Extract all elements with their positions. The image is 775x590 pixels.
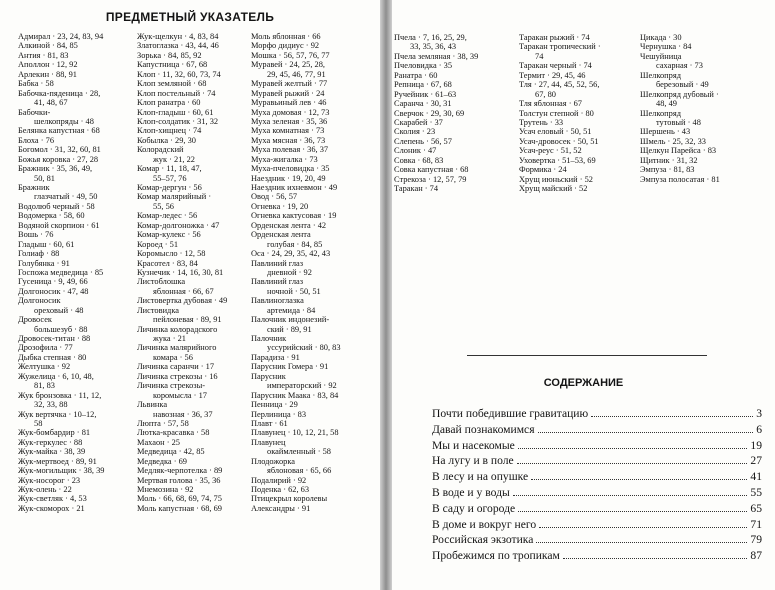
index-entry: Жук-светляк · 4, 53: [18, 494, 87, 504]
index-entry: Комар малярийный ·: [137, 192, 212, 202]
index-entry: Жук-скоморох · 21: [18, 503, 85, 513]
index-entry: Зорька · 84, 85, 92: [137, 50, 202, 60]
index-entry: Жук-олень · 22: [18, 485, 72, 494]
toc-page-number: 79: [750, 533, 762, 547]
index-entry: Божья коровка · 27, 28: [18, 154, 99, 164]
toc-row: [432, 485, 762, 501]
index-entry: Хрущ июньский · 52: [519, 174, 593, 184]
toc-page-number: 65: [750, 501, 762, 515]
index-entry: Палочник: [251, 334, 287, 343]
toc-page-number: 3: [756, 407, 762, 420]
index-entry: березовый · 49: [656, 80, 709, 90]
index-entry: Короед · 51: [137, 239, 179, 249]
index-entry: Ручейник · 61–63: [394, 89, 457, 99]
index-entry: Эмпуза полосатая · 81: [640, 174, 720, 184]
toc-leader-dots: [531, 479, 747, 480]
index-entry: ночной · 50, 51: [267, 286, 321, 296]
index-entry: Щелкун Парейса · 83: [640, 146, 717, 156]
index-entry: Кузнечик · 14, 16, 30, 81: [137, 267, 224, 277]
index-entry: Шелкопряд: [640, 108, 681, 118]
index-entry: Богомол · 31, 32, 60, 81: [18, 145, 101, 155]
index-entry: Львинка: [137, 400, 168, 410]
index-entry: 50, 81: [34, 173, 55, 183]
toc-chapter-title: На лугу и в поле: [432, 454, 514, 468]
index-entry: Усач-реус · 51, 52: [519, 146, 582, 156]
index-entry: Клоп постельный · 74: [137, 88, 216, 98]
index-entry: ский · 89, 91: [267, 324, 312, 334]
index-entry: ореховый · 48: [34, 305, 84, 315]
index-entry: Личинка колорадского: [137, 324, 218, 334]
index-entry: Дыбка степная · 80: [18, 352, 87, 362]
index-entry: жука · 21: [153, 334, 186, 343]
index-entry: Таракан тропический ·: [519, 42, 601, 52]
index-entry: Клоп земляной · 68: [137, 79, 207, 89]
index-entry: Стрекоза · 12, 57, 79: [394, 174, 467, 184]
index-entry: Бражник: [18, 183, 50, 192]
index-entry: Совка капустная · 68: [394, 165, 469, 175]
toc-row: [432, 517, 762, 533]
toc-page-number: 87: [750, 549, 762, 563]
index-entry: Клоп-солдатик · 31, 32: [137, 116, 219, 126]
index-entry: Наездник · 19, 20, 49: [251, 173, 326, 183]
index-entry: дневной · 92: [267, 267, 312, 277]
index-entry: Личинка малярийного: [137, 343, 217, 353]
index-entry: Жук-щелкун · 4, 83, 84: [137, 32, 219, 41]
index-entry: Алкиной · 84, 85: [18, 41, 78, 51]
index-entry: Муха-пчеловидка · 35: [251, 164, 330, 174]
index-entry: Мнемозина · 92: [137, 485, 194, 494]
index-entry: Медведица · 42, 85: [137, 447, 205, 457]
index-entry: Жук-бомбардир · 81: [18, 428, 91, 438]
index-entry: Моль · 66, 68, 69, 74, 75: [137, 494, 222, 504]
toc-chapter-title: В лесу и на опушке: [432, 470, 529, 484]
index-entry: Муха зеленая · 35, 36: [251, 116, 328, 126]
index-entry: навозная · 36, 37: [153, 409, 213, 419]
index-entry: Водяной скорпион · 61: [18, 220, 100, 230]
right-page: [392, 0, 775, 590]
index-entry: Коромысло · 12, 58: [137, 249, 206, 259]
index-entry: Кобылка · 29, 30: [137, 135, 196, 145]
index-entry: Подалирий · 92: [251, 475, 307, 485]
index-entry: Листовидка: [137, 305, 179, 315]
index-entry: Арлекин · 88, 91: [18, 69, 77, 79]
index-entry: голубая · 84, 85: [267, 239, 323, 249]
index-entry: 58: [34, 418, 43, 428]
toc-chapter-title: Почти победившие гравитацию: [432, 407, 589, 420]
toc-page-number: 19: [750, 438, 762, 452]
toc-row: [432, 453, 762, 469]
index-entry: Поденка · 62, 63: [251, 485, 310, 494]
index-entry: Сверчок · 29, 30, 69: [394, 108, 465, 118]
index-entry: Плавунец · 10, 12, 21, 58: [251, 428, 339, 438]
index-entry: коромысла · 17: [153, 390, 207, 400]
toc-chapter-title: Давай познакомимся: [432, 422, 535, 436]
index-entry: Шелкопряд: [640, 70, 681, 80]
index-entry: Госпожа медведица · 85: [18, 267, 104, 277]
index-entry: Жук-майка · 38, 39: [18, 447, 86, 457]
index-entry: 74: [535, 51, 544, 61]
index-entry: яблонная · 66, 67: [153, 286, 214, 296]
index-entry: Пчеловидка · 35: [394, 61, 453, 71]
index-entry: Комар-долгоножка · 47: [137, 220, 220, 230]
index-entry: Трутень · 33: [519, 117, 564, 127]
toc-leader-dots: [518, 448, 748, 449]
index-entry: Моль капустная · 68, 69: [137, 503, 222, 513]
section-divider: [467, 355, 707, 356]
index-entry: Толстун степной · 80: [519, 108, 594, 118]
index-entry: Плавт · 61: [251, 418, 288, 428]
index-entry: Листоблошка: [137, 277, 186, 287]
index-entry: Парусник Маака · 83, 84: [251, 390, 339, 400]
index-entry: Павлиний глаз: [251, 277, 304, 287]
toc-row: [432, 548, 762, 564]
index-entry: Медведка · 69: [137, 456, 187, 466]
index-entry: Блоха · 76: [18, 135, 55, 145]
index-entry: пейлоневая · 89, 91: [153, 315, 222, 325]
index-entry: Птицекрыл королевы: [251, 494, 328, 504]
toc-leader-dots: [513, 495, 748, 496]
index-entry: Таракан черный · 74: [519, 61, 592, 71]
index-entry: Жужелица · 6, 10, 48,: [18, 371, 94, 381]
index-entry: Сколия · 23: [394, 127, 436, 137]
book-gutter: [380, 0, 392, 590]
index-entry: большезуб · 88: [34, 324, 88, 334]
index-entry: Златоглазка · 43, 44, 46: [137, 41, 219, 51]
index-entry: Комар-кулекс · 56: [137, 230, 201, 240]
index-entry: окаймленный · 58: [267, 447, 331, 457]
index-entry: Муравьиный лев · 46: [251, 98, 327, 108]
toc-row: [432, 422, 762, 438]
index-entry: Слепень · 56, 57: [394, 136, 452, 146]
index-entry: тутовый · 48: [656, 117, 701, 127]
toc-page-number: 6: [756, 422, 762, 436]
index-entry: Листовертка дубовая · 49: [137, 296, 228, 306]
index-entry: Комар · 11, 18, 47,: [137, 164, 202, 174]
index-entry: Личинка стрекозы-: [137, 381, 206, 391]
contents-title: СОДЕРЖАНИЕ: [543, 377, 624, 389]
index-entry: Моль яблонная · 66: [251, 32, 321, 41]
index-entry: Орденская лента: [251, 230, 311, 240]
index-column-1: [18, 32, 136, 587]
index-entry: Муха комнатная · 73: [251, 126, 325, 136]
index-entry: Люпта · 57, 58: [137, 418, 189, 428]
index-entry: 48, 49: [656, 99, 677, 109]
toc-page-number: 41: [750, 470, 762, 484]
index-entry: 29, 45, 46, 77, 91: [267, 69, 326, 79]
index-entry: Таракан · 74: [394, 184, 439, 193]
index-entry: Жук бронзовка · 11, 12,: [18, 390, 102, 400]
index-entry: Дрозофила · 77: [18, 343, 73, 353]
index-entry: артемида · 84: [267, 305, 316, 315]
index-entry: Щитник · 31, 32: [640, 155, 698, 165]
toc-leader-dots: [539, 527, 747, 528]
index-entry: Жук-мертвоед · 89, 91: [18, 456, 97, 466]
toc-leader-dots: [518, 511, 747, 512]
toc-page-number: 55: [750, 485, 762, 499]
index-entry: Адмирал · 23, 24, 83, 94: [18, 32, 104, 41]
index-entry: Парусник: [251, 371, 286, 381]
index-entry: 33, 35, 36, 43: [410, 42, 457, 52]
index-entry: Формика · 24: [519, 165, 567, 175]
index-entry: 81, 83: [34, 381, 55, 391]
toc-row: [432, 501, 762, 517]
index-entry: Мошка · 56, 57, 76, 77: [251, 50, 330, 60]
index-entry: Клоп-гладыш · 60, 61: [137, 107, 214, 117]
index-entry: Личинка стрекозы · 16: [137, 371, 218, 381]
index-entry: 55–57, 76: [153, 173, 187, 183]
toc-chapter-title: Мы и насекомые: [432, 438, 515, 452]
index-entry: Капустница · 67, 68: [137, 60, 208, 70]
index-entry: Жук вертячка · 10–12,: [18, 409, 97, 419]
index-entry: Муха мясная · 36, 73: [251, 135, 326, 145]
toc-chapter-title: В воде и у воды: [432, 485, 510, 499]
toc-row: [432, 469, 762, 485]
index-entry: Желтушка · 92: [18, 362, 71, 372]
index-entry: жук · 21, 22: [153, 154, 195, 164]
index-entry: Плодожорка: [251, 456, 296, 466]
index-entry: Огневка · 19, 20: [251, 201, 309, 211]
index-entry: Долгоносик: [18, 296, 61, 306]
index-entry: Муравей рыжий · 24: [251, 88, 325, 98]
index-column-2: [137, 32, 249, 587]
index-column-3: [251, 32, 379, 587]
index-entry: Аполлон · 12, 92: [18, 60, 78, 70]
toc-row: [432, 438, 762, 454]
index-entry: сахарная · 73: [656, 61, 703, 71]
index-entry: Палочник индонезий-: [251, 315, 330, 325]
index-entry: Махаон · 25: [137, 437, 180, 447]
index-entry: Таракан рыжий · 74: [519, 33, 590, 42]
index-entry: Пчела земляная · 38, 39: [394, 51, 479, 61]
index-entry: Совка · 68, 83: [394, 155, 444, 165]
toc-page-number: 71: [750, 517, 762, 531]
index-entry: императорский · 92: [267, 381, 337, 391]
index-entry: Шершень · 43: [640, 127, 691, 137]
index-entry: Чешуйница: [640, 51, 682, 61]
index-entry: Павлиний глаз: [251, 258, 304, 268]
index-entry: Дровосек: [18, 315, 52, 325]
index-entry: Дровосек-титан · 88: [18, 334, 91, 343]
index-entry: Медляк-черпотелка · 89: [137, 466, 223, 476]
index-entry: Репница · 67, 68: [394, 80, 452, 90]
index-entry: 41, 48, 67: [34, 98, 68, 108]
index-entry: Бражник · 35, 36, 49,: [18, 164, 93, 174]
index-entry: Мертвая голова · 35, 36: [137, 475, 221, 485]
index-entry: Пчела · 7, 16, 25, 29,: [394, 33, 467, 42]
left-page: [0, 0, 380, 590]
index-entry: Голубянка · 91: [18, 258, 70, 268]
index-entry: Клоп ранатра · 60: [137, 98, 201, 108]
index-entry: Гладыш · 60, 61: [18, 239, 75, 249]
index-entry: Пенница · 29: [251, 400, 298, 410]
index-entry: Усач-дровосек · 50, 51: [519, 136, 599, 146]
toc-page-number: 27: [750, 454, 762, 468]
index-entry: Саранча · 30, 31: [394, 99, 452, 109]
index-entry: Орденская лента · 42: [251, 220, 327, 230]
index-entry: Тля · 27, 44, 45, 52, 56,: [519, 80, 600, 90]
index-entry: Овод · 56, 57: [251, 192, 298, 202]
index-entry: Эмпуза · 81, 83: [640, 165, 695, 175]
index-entry: Бабка · 58: [18, 79, 54, 89]
contents-list: [432, 406, 762, 564]
index-entry: Муха-жигалка · 73: [251, 154, 318, 164]
index-entry: Белянка капустная · 68: [18, 126, 100, 136]
index-title: ПРЕДМЕТНЫЙ УКАЗАТЕЛЬ: [105, 10, 275, 24]
index-entry: уссурийский · 80, 83: [267, 343, 341, 353]
toc-leader-dots: [536, 542, 747, 543]
index-entry: комара · 56: [153, 352, 193, 362]
index-entry: Парадиза · 91: [251, 352, 300, 362]
index-entry: Комар-ледес · 56: [137, 211, 198, 221]
index-entry: Хрущ майский · 52: [519, 184, 588, 193]
index-entry: Скарабей · 37: [394, 117, 443, 127]
index-entry: Шмель · 25, 32, 33: [640, 136, 706, 146]
index-entry: глазчатый · 49, 50: [34, 192, 98, 202]
index-entry: Клоп-хищнец · 74: [137, 126, 202, 136]
toc-chapter-title: Российская экзотика: [432, 533, 534, 547]
index-entry: Клоп · 11, 32, 60, 73, 74: [137, 69, 221, 79]
index-entry: Водолюб черный · 58: [18, 201, 95, 211]
index-entry: Огневка кактусовая · 19: [251, 211, 337, 221]
index-entry: Александры · 91: [251, 503, 311, 513]
index-entry: Термит · 29, 45, 46: [519, 70, 586, 80]
index-entry: Долгоносик · 47, 48: [18, 286, 89, 296]
index-entry: Уховертка · 51–53, 69: [519, 155, 596, 165]
index-entry: Муравей желтый · 77: [251, 79, 328, 89]
index-entry: Наездник ихневмон · 49: [251, 183, 338, 192]
index-entry: Цикада · 30: [640, 33, 682, 42]
toc-row: [432, 406, 762, 422]
toc-chapter-title: В доме и вокруг него: [432, 517, 537, 531]
toc-leader-dots: [517, 463, 748, 464]
index-entry: 67, 80: [535, 89, 556, 99]
index-entry: Голиаф · 88: [18, 249, 60, 259]
index-entry: Гусеница · 9, 49, 66: [18, 277, 88, 287]
index-entry: Морфо дидиус · 92: [251, 41, 320, 51]
index-entry: Жук-могильщик · 38, 39: [18, 466, 105, 476]
index-entry: Муравей · 24, 25, 28,: [251, 60, 326, 70]
index-entry: Личинка саранчи · 17: [137, 362, 215, 372]
index-entry: Водомерка · 58, 60: [18, 211, 85, 221]
index-entry: Тля яблонная · 67: [519, 99, 582, 109]
index-entry: Вошь · 76: [18, 230, 54, 240]
index-entry: Бабочки-: [18, 107, 51, 117]
index-entry: яблоновая · 65, 66: [267, 466, 332, 476]
index-entry: Комар-дергун · 56: [137, 183, 202, 192]
index-entry: Оса · 24, 29, 35, 42, 43: [251, 249, 331, 259]
index-entry: 32, 33, 88: [34, 400, 68, 410]
index-entry: Ранатра · 60: [394, 70, 438, 80]
index-entry: Муха полевая · 36, 37: [251, 145, 329, 155]
toc-leader-dots: [563, 558, 748, 559]
toc-row: [432, 532, 762, 548]
index-entry: Парусник Гомера · 91: [251, 362, 329, 372]
toc-leader-dots: [591, 416, 753, 417]
index-entry: Чернушка · 84: [640, 42, 692, 52]
index-entry: Муха домовая · 12, 73: [251, 107, 330, 117]
index-entry: Красотел · 83, 84: [137, 258, 198, 268]
index-entry: Слоник · 47: [394, 146, 437, 156]
index-entry: Жук-носорог · 23: [18, 475, 81, 485]
index-entry: Бабочка-пяденица · 28,: [18, 88, 101, 98]
index-entry: Плавунец: [251, 437, 286, 447]
toc-chapter-title: Пробежимся по тропикам: [432, 549, 560, 563]
index-entry: Лютка-красавка · 58: [137, 428, 210, 438]
toc-chapter-title: В саду и огороде: [432, 501, 516, 515]
index-entry: Шелкопряд дубовый ·: [640, 89, 719, 99]
index-entry: Перлиница · 83: [251, 409, 307, 419]
index-entry: шелкопряды · 48: [34, 116, 94, 126]
index-entry: Антия · 81, 83: [18, 50, 69, 60]
toc-leader-dots: [538, 432, 754, 433]
index-entry: 55, 56: [153, 201, 174, 211]
index-entry: Усач еловый · 50, 51: [519, 127, 592, 137]
index-entry: Колорадский: [137, 145, 184, 155]
index-entry: Жук-геркулес · 88: [18, 437, 83, 447]
index-entry: Павлиноглазка: [251, 296, 304, 306]
